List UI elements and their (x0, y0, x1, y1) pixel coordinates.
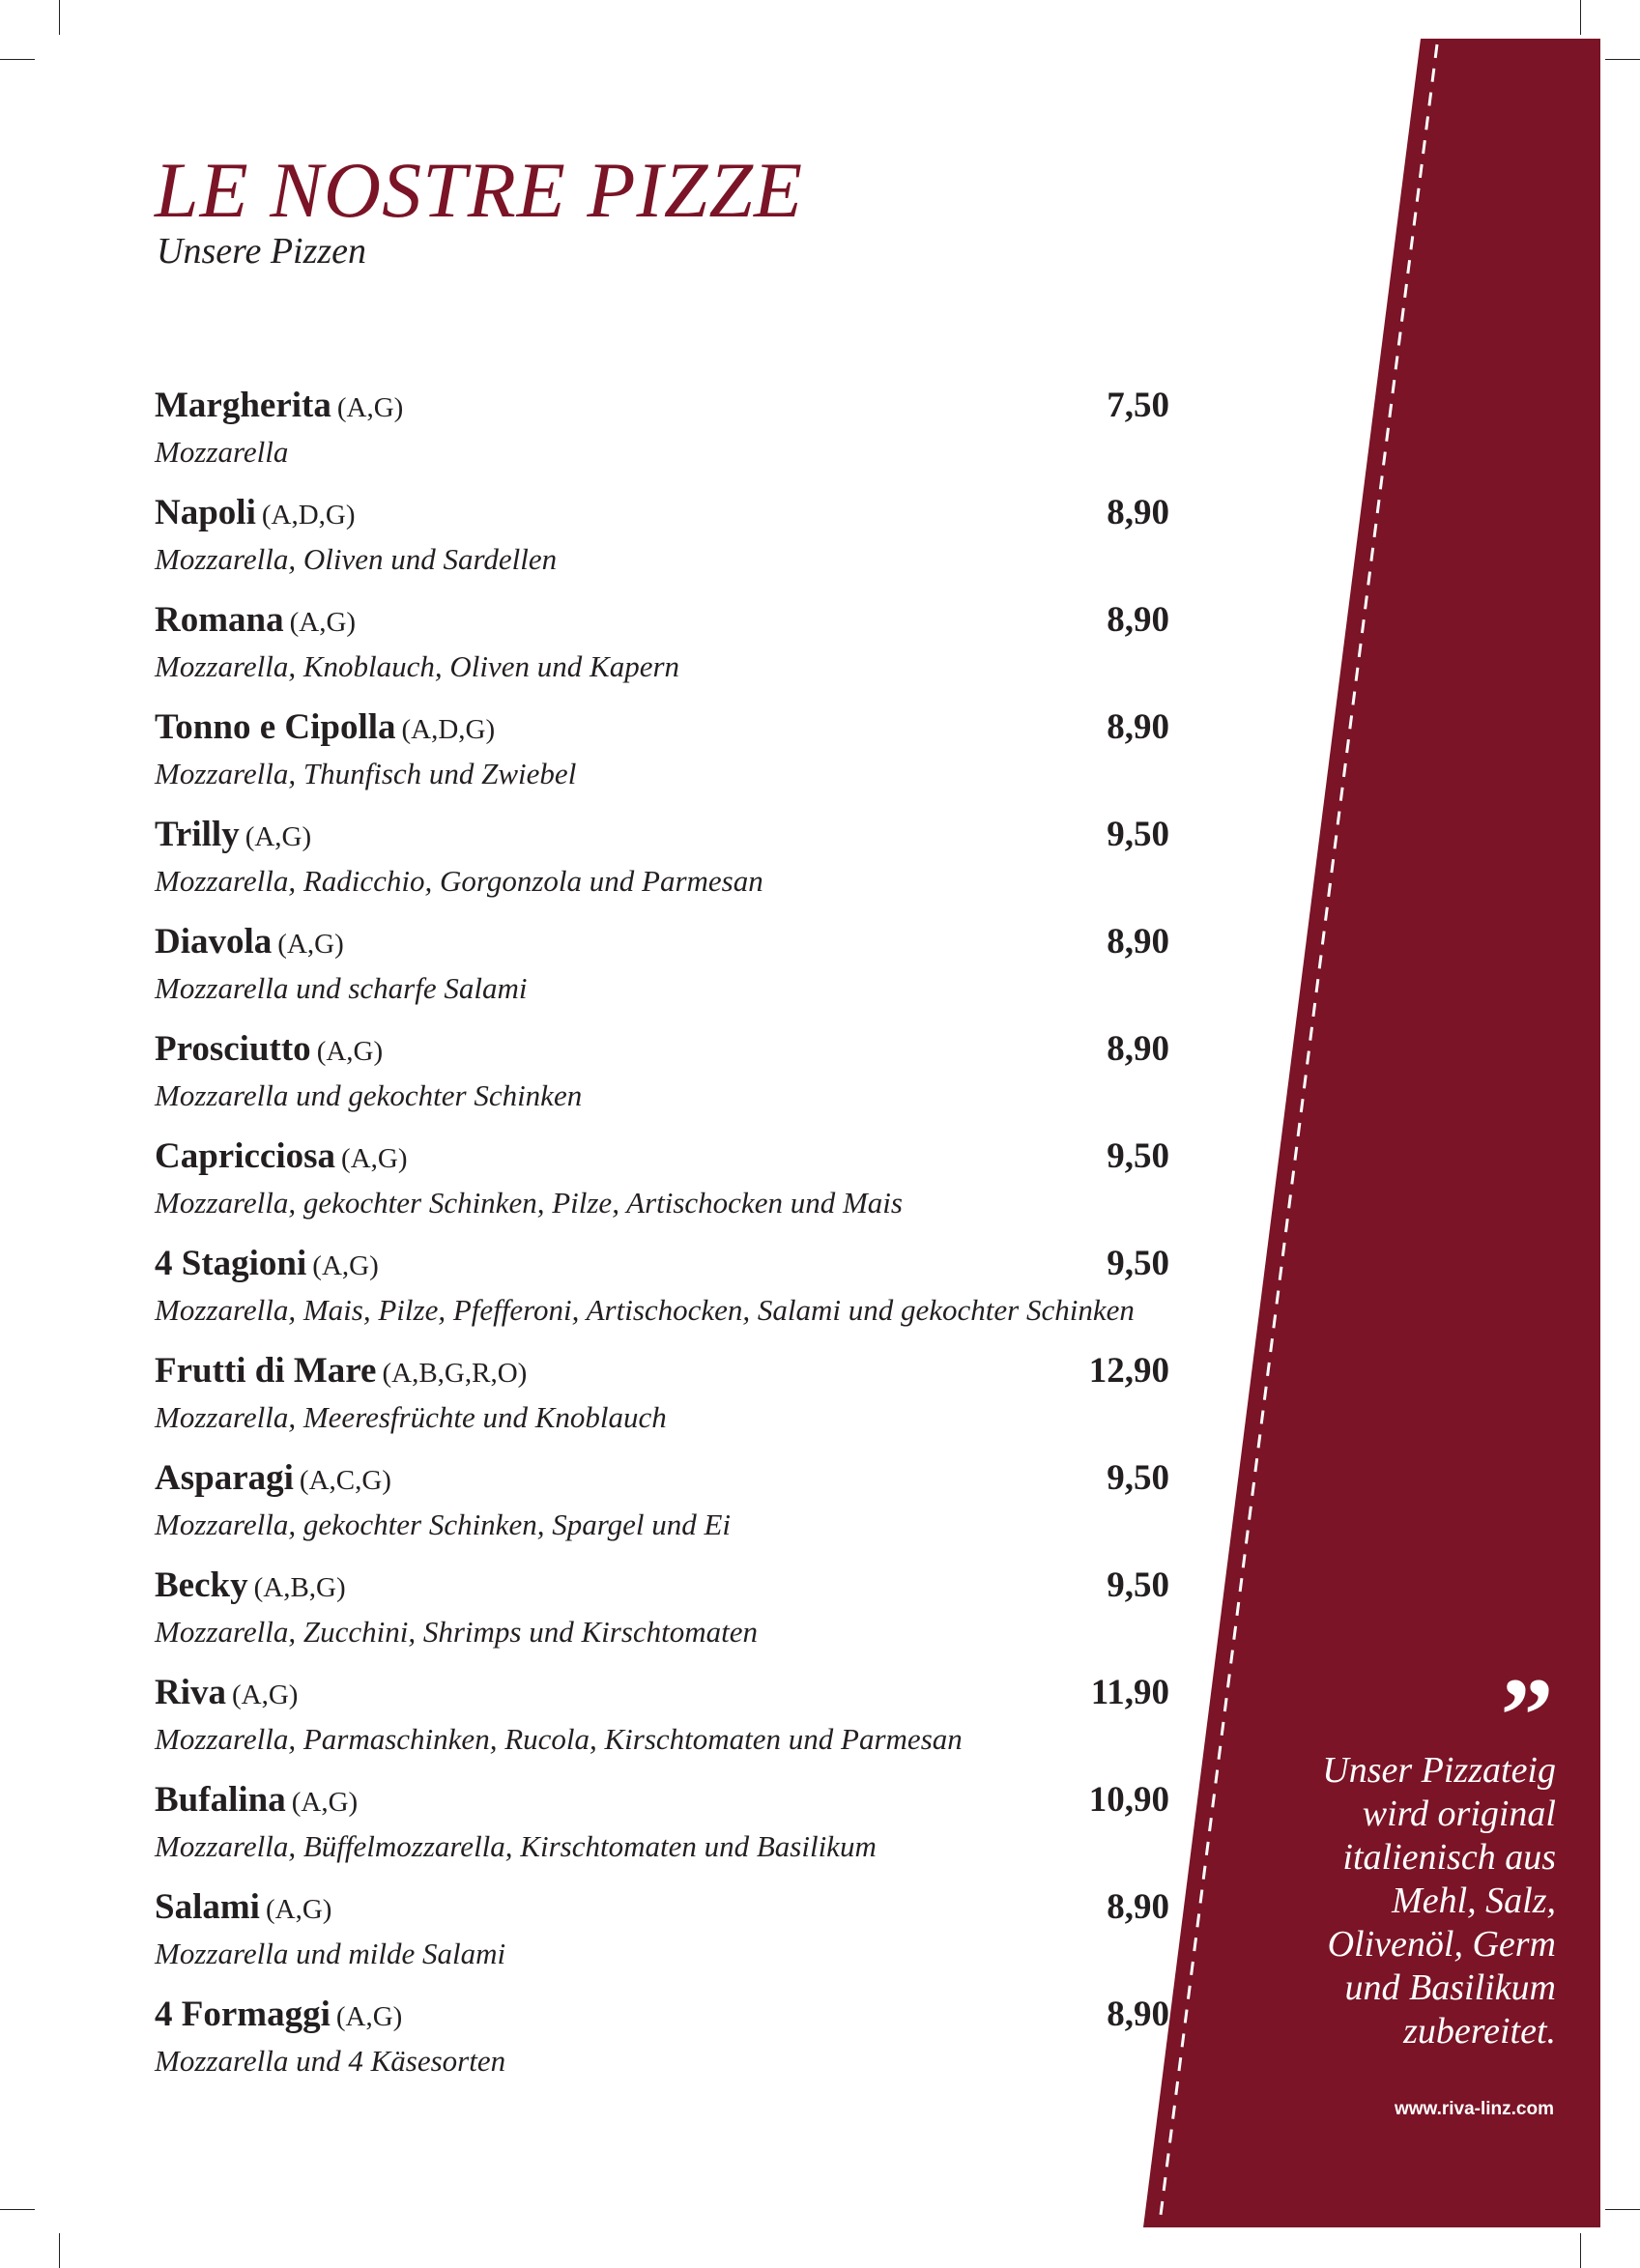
item-name: 4 Stagioni (155, 1244, 307, 1283)
item-allergens: (A,G) (335, 2001, 403, 2032)
menu-item (155, 1994, 1169, 2101)
item-description: Mozzarella und milde Salami (155, 1937, 506, 1970)
item-allergens: (A,G) (336, 392, 404, 423)
item-price: 9,50 (1107, 1565, 1169, 1605)
item-allergens: (A,G) (289, 607, 357, 638)
menu-item (155, 385, 1169, 492)
item-name: Tonno e Cipolla (155, 707, 396, 747)
item-price: 9,50 (1107, 815, 1169, 854)
menu-item (155, 1350, 1169, 1457)
quote-line: Olivenöl, Germ (1327, 1924, 1556, 1965)
menu-item (155, 814, 1169, 921)
menu-item (155, 1886, 1169, 1994)
item-price: 8,90 (1107, 707, 1169, 747)
item-name: Trilly (155, 815, 240, 854)
item-price: 9,50 (1107, 1458, 1169, 1498)
menu-item (155, 1779, 1169, 1886)
item-name: 4 Formaggi (155, 1995, 331, 2034)
item-allergens: (A,D,G) (401, 714, 496, 745)
item-price: 8,90 (1107, 600, 1169, 640)
item-description: Mozzarella, Thunfisch und Zwiebel (155, 757, 577, 790)
item-price: 7,50 (1107, 386, 1169, 425)
item-price: 9,50 (1107, 1244, 1169, 1283)
item-description: Mozzarella, Parmaschinken, Rucola, Kirschtomaten und Parmesan (155, 1722, 963, 1756)
quote-line: zubereitet. (1403, 2011, 1556, 2052)
item-price: 8,90 (1107, 1995, 1169, 2034)
menu-item (155, 1135, 1169, 1243)
item-description: Mozzarella, gekochter Schinken, Spargel und Ei (155, 1507, 732, 1541)
quote-mark-icon: ” (1500, 1656, 1554, 1774)
item-allergens: (A,G) (265, 1894, 332, 1925)
item-description: Mozzarella und 4 Käsesorten (155, 2044, 506, 2078)
item-description: Mozzarella, Radicchio, Gorgonzola und Parmesan (155, 864, 763, 898)
item-description: Mozzarella, Zucchini, Shrimps und Kirschtomaten (155, 1615, 759, 1649)
menu-item (155, 706, 1169, 814)
item-allergens: (A,C,G) (299, 1465, 391, 1496)
item-description: Mozzarella, Meeresfrüchte und Knoblauch (155, 1400, 667, 1434)
item-description: Mozzarella, Knoblauch, Oliven und Kapern (155, 649, 680, 683)
menu-item (155, 1028, 1169, 1135)
item-allergens: (A,D,G) (261, 500, 356, 531)
website-link[interactable]: www.riva-linz.com (1394, 2099, 1554, 2119)
item-description: Mozzarella (155, 435, 289, 469)
item-name: Frutti di Mare (155, 1351, 377, 1391)
item-description: Mozzarella, Oliven und Sardellen (155, 542, 558, 576)
quote-line: und Basilikum (1344, 1967, 1556, 2008)
item-name: Asparagi (155, 1458, 294, 1498)
dough-quote (1256, 1749, 1556, 2053)
quote-line: italienisch aus (1342, 1837, 1556, 1878)
item-name: Becky (155, 1565, 248, 1605)
quote-line: Mehl, Salz, (1392, 1880, 1556, 1921)
quote-line: wird original (1362, 1794, 1556, 1834)
item-description: Mozzarella, Mais, Pilze, Pfefferoni, Artischocken, Salami und gekochter Schinken (155, 1293, 1135, 1327)
item-price: 8,90 (1107, 1029, 1169, 1069)
item-allergens: (A,G) (232, 1679, 299, 1710)
item-allergens: (A,G) (277, 929, 344, 960)
item-allergens: (A,B,G) (253, 1572, 346, 1603)
item-price: 8,90 (1107, 922, 1169, 962)
item-name: Margherita (155, 386, 331, 425)
menu-item (155, 1457, 1169, 1565)
item-price: 12,90 (1088, 1351, 1169, 1391)
item-allergens: (A,G) (245, 821, 312, 852)
item-name: Salami (155, 1887, 260, 1927)
item-allergens: (A,G) (312, 1250, 379, 1281)
quote-line: Unser Pizzateig (1322, 1750, 1556, 1791)
item-name: Prosciutto (155, 1029, 311, 1069)
menu-item (155, 599, 1169, 706)
item-price: 8,90 (1107, 493, 1169, 532)
item-name: Bufalina (155, 1780, 286, 1820)
menu-item (155, 492, 1169, 599)
page-title: LE NOSTRE PIZZE (155, 146, 804, 234)
menu-item (155, 1672, 1169, 1779)
item-price: 10,90 (1088, 1780, 1169, 1820)
item-name: Capricciosa (155, 1136, 336, 1176)
item-description: Mozzarella, Büffelmozzarella, Kirschtomaten und Basilikum (155, 1829, 877, 1863)
item-description: Mozzarella und scharfe Salami (155, 971, 528, 1005)
item-name: Diavola (155, 922, 273, 962)
page-subtitle: Unsere Pizzen (157, 231, 367, 272)
item-description: Mozzarella und gekochter Schinken (155, 1078, 583, 1112)
item-description: Mozzarella, gekochter Schinken, Pilze, Artischocken und Mais (155, 1186, 903, 1220)
item-allergens: (A,G) (341, 1143, 408, 1174)
item-name: Romana (155, 600, 284, 640)
menu-item (155, 921, 1169, 1028)
pizza-menu (155, 385, 1169, 2101)
item-price: 11,90 (1090, 1673, 1169, 1712)
item-name: Napoli (155, 493, 256, 532)
item-allergens: (A,B,G,R,O) (382, 1358, 528, 1389)
menu-item (155, 1243, 1169, 1350)
item-name: Riva (155, 1673, 226, 1712)
item-price: 9,50 (1107, 1136, 1169, 1176)
item-allergens: (A,G) (316, 1036, 384, 1067)
item-price: 8,90 (1107, 1887, 1169, 1927)
menu-item (155, 1565, 1169, 1672)
item-allergens: (A,G) (291, 1787, 359, 1818)
